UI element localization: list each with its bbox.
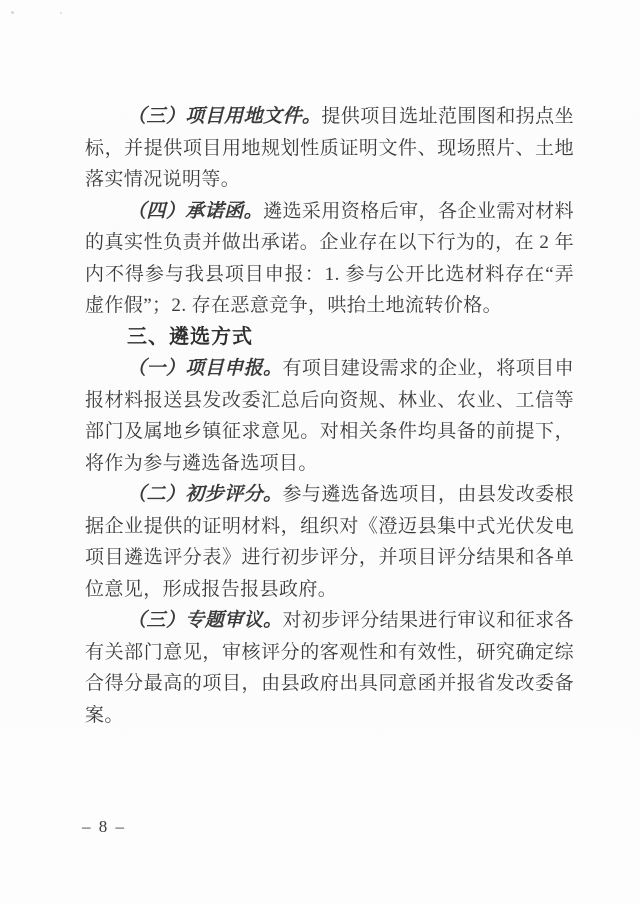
paragraph-text: 对初步评分结果进行审议和征求各有关部门意见，审核评分的客观性和有效性，研究确定综合得分最高的项目，由县政府出具同意函并报省发改委备案。 [85,610,574,726]
paragraph-text: 有项目建设需求的企业，将项目申报材料报送县发改委汇总后向资规、林业、农业、工信等部门及属地乡镇征求意见。对相关条件均具备的前提下，将作为参与遴选备选项目。 [85,358,574,474]
paragraph-project-land-documents [85,101,574,196]
scan-speck [11,11,14,14]
paragraph-text: 遴选采用资格后审，各企业需对材料的真实性负责并做出承诺。企业存在以下行为的，在 2 年内不得参与我县项目申报：1. 参与公开比选材料存在“弄虚作假”；2. 存在恶意竞争，哄抬土地流转价格。 [85,200,574,316]
paragraph-lead: （一）项目申报。 [127,358,283,379]
paragraph-lead: （三）项目用地文件。 [127,106,322,127]
paragraph-text: 提供项目选址范围图和拐点坐标，并提供项目用地规划性质证明文件、现场照片、土地落实情况说明等。 [85,106,574,190]
paragraph-lead: （二）初步评分。 [127,484,283,505]
paragraph-lead: （三）专题审议。 [127,610,283,631]
document-body [85,101,574,731]
paragraph-commitment-letter [85,196,574,322]
paragraph-project-application [85,353,574,479]
scan-speck [60,12,62,14]
section-heading-selection-method: 三、遴选方式 [127,325,253,348]
paragraph-special-review [85,605,574,731]
page-number: – 8 – [82,817,126,836]
paragraph-lead: （四）承诺函。 [127,200,264,222]
paragraph-text: 参与遴选备选项目，由县发改委根据企业提供的证明材料，组织对《澄迈县集中式光伏发电项目遴选评分表》进行初步评分，并项目评分结果和各单位意见，形成报告报县政府。 [85,484,574,600]
paragraph-preliminary-scoring [85,479,574,605]
